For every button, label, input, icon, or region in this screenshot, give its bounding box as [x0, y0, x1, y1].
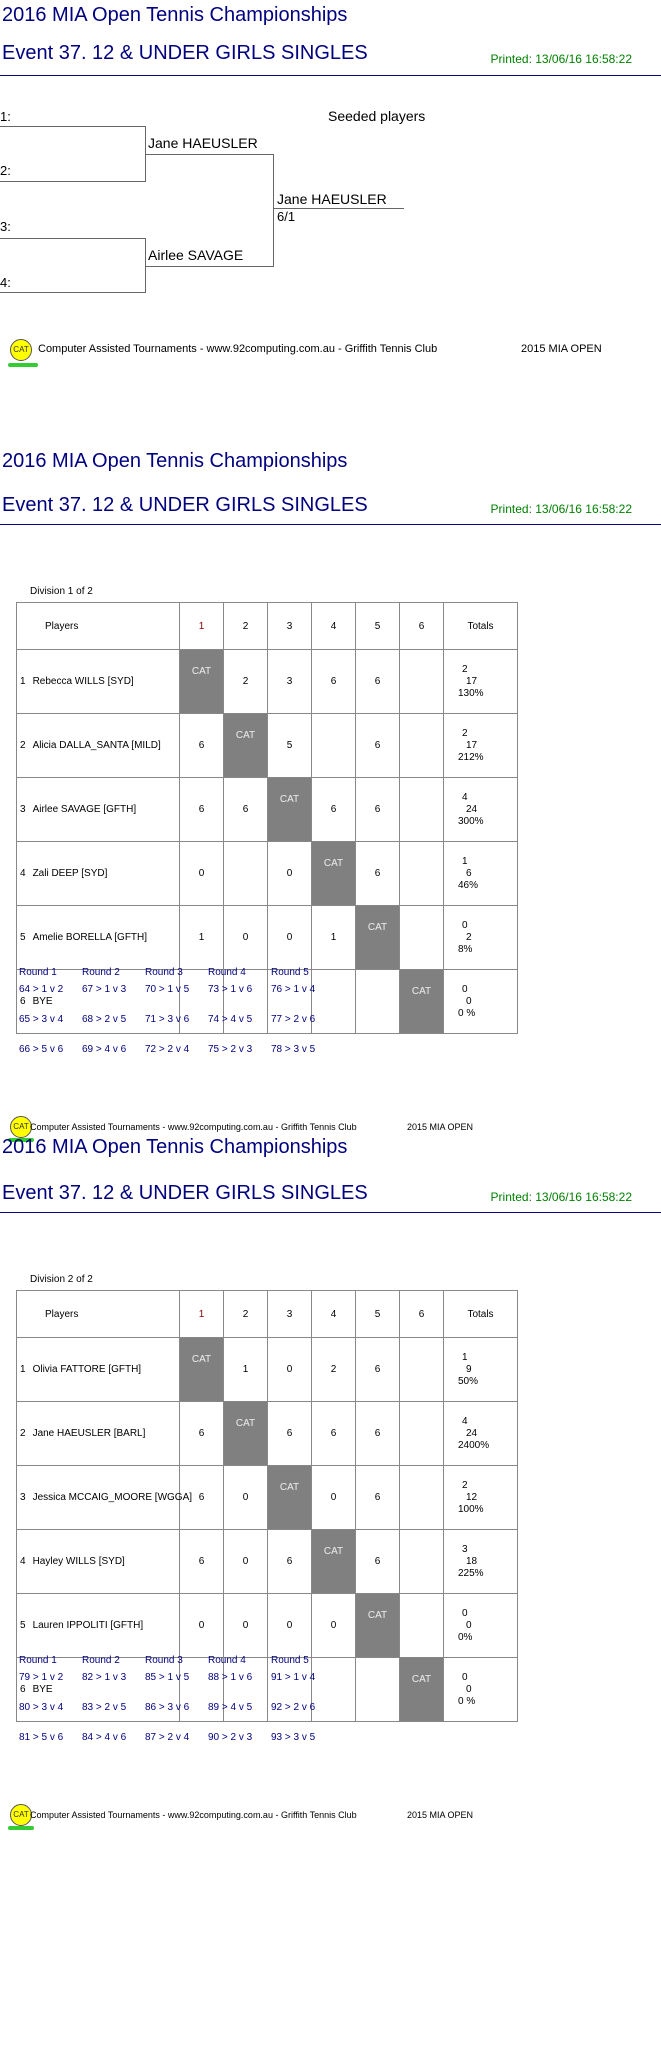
- round-column: [19, 1655, 79, 1762]
- table-row: [17, 650, 518, 714]
- column-header: 2: [224, 1291, 268, 1338]
- score-cell: [356, 970, 400, 1034]
- score-cell: [400, 1594, 444, 1658]
- column-header: 3: [268, 603, 312, 650]
- score-cell: [400, 906, 444, 970]
- totals-cell: [444, 970, 518, 1034]
- round1-winner-2: Airlee SAVAGE: [148, 247, 244, 263]
- totals-cell: [444, 1658, 518, 1722]
- table-row: [17, 778, 518, 842]
- printed-timestamp: Printed: 13/06/16 16:58:22: [490, 1190, 632, 1204]
- player-number: 1: [20, 676, 26, 687]
- self-match-cell: CAT: [268, 1466, 312, 1530]
- division-2-section: [0, 1128, 661, 1828]
- score-cell: 0: [268, 1594, 312, 1658]
- round-column: [271, 967, 331, 1074]
- score-cell: [400, 842, 444, 906]
- player-name: Hayley WILLS [SYD]: [32, 1556, 125, 1567]
- self-match-cell: CAT: [180, 650, 224, 714]
- player-number: 3: [20, 1492, 26, 1503]
- draw-line: [0, 126, 145, 127]
- player-name-cell: [17, 1402, 180, 1466]
- footer-text: Computer Assisted Tournaments - www.92computing.com.au - Griffith Tennis Club: [30, 1810, 357, 1820]
- player-name: Amelie BORELLA [GFTH]: [32, 932, 148, 943]
- score-cell: [312, 714, 356, 778]
- player-number: 4: [20, 868, 26, 879]
- scheduled-match: 85 > 1 v 5: [145, 1672, 190, 1683]
- score-cell: 6: [180, 1466, 224, 1530]
- cat-logo-icon: CAT: [10, 339, 32, 361]
- totals-cell: [444, 1530, 518, 1594]
- score-cell: 1: [312, 906, 356, 970]
- scheduled-match: 64 > 1 v 2: [19, 984, 64, 995]
- round-column: [145, 967, 205, 1074]
- column-header: 5: [356, 603, 400, 650]
- score-cell: 0: [224, 1466, 268, 1530]
- scheduled-match: 93 > 3 v 5: [271, 1732, 316, 1743]
- score-cell: 5: [268, 714, 312, 778]
- column-header: 4: [312, 1291, 356, 1338]
- score-cell: 6: [180, 1530, 224, 1594]
- round-label: Round 1: [19, 967, 57, 978]
- player-name-cell: [17, 1530, 180, 1594]
- totals-cell: [444, 842, 518, 906]
- score-cell: 0: [268, 842, 312, 906]
- footer-text: Computer Assisted Tournaments - www.92computing.com.au - Griffith Tennis Club: [38, 343, 438, 355]
- round-label: Round 3: [145, 967, 183, 978]
- final-score: 6/1: [277, 209, 296, 224]
- totals-games-won: 2: [466, 931, 472, 943]
- score-cell: 6: [312, 778, 356, 842]
- totals-cell: [444, 1338, 518, 1402]
- totals-percentage: 0 %: [458, 1007, 476, 1019]
- player-name: Jane HAEUSLER [BARL]: [32, 1428, 146, 1439]
- scheduled-match: 80 > 3 v 4: [19, 1702, 64, 1713]
- event-title: Event 37. 12 & UNDER GIRLS SINGLES: [2, 42, 368, 64]
- draw-line: [146, 154, 274, 155]
- self-match-cell: CAT: [312, 842, 356, 906]
- players-header: Players: [17, 603, 180, 650]
- player-name: Alicia DALLA_SANTA [MILD]: [32, 740, 161, 751]
- player-number: 5: [20, 1620, 26, 1631]
- totals-games-won: 24: [466, 1427, 478, 1439]
- column-header: 1: [180, 603, 224, 650]
- table-header-row: [17, 603, 518, 650]
- score-cell: [400, 1402, 444, 1466]
- totals-percentage: 0 %: [458, 1695, 476, 1707]
- score-cell: 6: [268, 1402, 312, 1466]
- self-match-cell: CAT: [312, 1530, 356, 1594]
- printed-timestamp: Printed: 13/06/16 16:58:22: [490, 52, 632, 66]
- score-cell: 6: [180, 714, 224, 778]
- score-cell: 6: [356, 778, 400, 842]
- self-match-cell: CAT: [356, 1594, 400, 1658]
- round-label: Round 1: [19, 1655, 57, 1666]
- player-name: BYE: [32, 1684, 53, 1695]
- player-name-cell: [17, 1466, 193, 1530]
- footer-event-name: 2015 MIA OPEN: [407, 1810, 474, 1820]
- event-title: Event 37. 12 & UNDER GIRLS SINGLES: [2, 494, 368, 516]
- totals-games-won: 17: [466, 739, 478, 751]
- player-number: 5: [20, 932, 26, 943]
- totals-games-won: 17: [466, 675, 478, 687]
- score-cell: 6: [268, 1530, 312, 1594]
- event-title: Event 37. 12 & UNDER GIRLS SINGLES: [2, 1182, 368, 1204]
- match-schedule: [19, 967, 349, 1067]
- score-cell: [400, 1466, 444, 1530]
- round-column: [82, 967, 142, 1074]
- scheduled-match: 76 > 1 v 4: [271, 984, 316, 995]
- scheduled-match: 84 > 4 v 6: [82, 1732, 127, 1743]
- totals-matches-won: 2: [462, 727, 468, 739]
- column-header: 3: [268, 1291, 312, 1338]
- player-name: Airlee SAVAGE [GFTH]: [32, 804, 137, 815]
- score-cell: 6: [180, 778, 224, 842]
- draw-section: [0, 0, 661, 380]
- totals-games-won: 12: [466, 1491, 478, 1503]
- player-name-cell: [17, 906, 180, 970]
- totals-games-won: 0: [466, 995, 472, 1007]
- totals-matches-won: 4: [462, 1415, 468, 1427]
- score-cell: 6: [356, 714, 400, 778]
- score-cell: [400, 650, 444, 714]
- division-1-section: [0, 440, 661, 1140]
- totals-games-won: 24: [466, 803, 478, 815]
- seeded-players-label: Seeded players: [328, 108, 426, 124]
- totals-games-won: 0: [466, 1683, 472, 1695]
- score-cell: 6: [356, 1530, 400, 1594]
- score-cell: 6: [356, 1466, 400, 1530]
- self-match-cell: CAT: [400, 970, 444, 1034]
- totals-cell: [444, 650, 518, 714]
- scheduled-match: 90 > 2 v 3: [208, 1732, 253, 1743]
- tournament-title: 2016 MIA Open Tennis Championships: [2, 1136, 348, 1158]
- round-column: [82, 1655, 142, 1762]
- self-match-cell: CAT: [180, 1338, 224, 1402]
- scheduled-match: 73 > 1 v 6: [208, 984, 253, 995]
- totals-matches-won: 2: [462, 1479, 468, 1491]
- scheduled-match: 75 > 2 v 3: [208, 1044, 253, 1055]
- score-cell: 0: [180, 842, 224, 906]
- printed-timestamp: Printed: 13/06/16 16:58:22: [490, 502, 632, 516]
- table-row: [17, 1466, 518, 1530]
- scheduled-match: 78 > 3 v 5: [271, 1044, 316, 1055]
- round-label: Round 4: [208, 1655, 246, 1666]
- draw-line: [0, 292, 145, 293]
- self-match-cell: CAT: [268, 778, 312, 842]
- player-number: 2: [20, 740, 26, 751]
- score-cell: 2: [312, 1338, 356, 1402]
- scheduled-match: 65 > 3 v 4: [19, 1014, 64, 1025]
- totals-matches-won: 0: [462, 983, 468, 995]
- division-label: Division 2 of 2: [30, 1274, 93, 1285]
- scheduled-match: 82 > 1 v 3: [82, 1672, 127, 1683]
- scheduled-match: 86 > 3 v 6: [145, 1702, 190, 1713]
- draw-line: [0, 238, 145, 239]
- round-column: [208, 1655, 268, 1762]
- player-name: Rebecca WILLS [SYD]: [32, 676, 134, 687]
- final-winner: Jane HAEUSLER: [277, 191, 387, 207]
- cat-logo-icon: CAT: [10, 1116, 32, 1138]
- players-header: Players: [17, 1291, 180, 1338]
- score-cell: 1: [224, 1338, 268, 1402]
- player-number: 1: [20, 1364, 26, 1375]
- totals-cell: [444, 714, 518, 778]
- player-name: Jessica MCCAIG_MOORE [WGGA]: [32, 1492, 193, 1503]
- scheduled-match: 87 > 2 v 4: [145, 1732, 190, 1743]
- totals-games-won: 18: [466, 1555, 478, 1567]
- score-cell: 6: [312, 1402, 356, 1466]
- score-cell: [356, 1658, 400, 1722]
- score-cell: 0: [180, 1594, 224, 1658]
- totals-matches-won: 3: [462, 1543, 468, 1555]
- table-row: [17, 1402, 518, 1466]
- totals-matches-won: 0: [462, 1671, 468, 1683]
- footer-event-name: 2015 MIA OPEN: [521, 343, 602, 355]
- cat-logo-underline: [8, 1826, 34, 1830]
- table-row: [17, 1530, 518, 1594]
- totals-matches-won: 1: [462, 855, 468, 867]
- table-header-row: [17, 1291, 518, 1338]
- score-cell: 0: [224, 1530, 268, 1594]
- round-column: [271, 1655, 331, 1762]
- totals-matches-won: 0: [462, 919, 468, 931]
- table-row: [17, 1338, 518, 1402]
- round-label: Round 2: [82, 967, 120, 978]
- totals-percentage: 2400%: [458, 1439, 490, 1451]
- tournament-title: 2016 MIA Open Tennis Championships: [2, 4, 348, 26]
- score-cell: [400, 1530, 444, 1594]
- totals-cell: [444, 1594, 518, 1658]
- round1-winner-1: Jane HAEUSLER: [148, 135, 258, 151]
- score-cell: 6: [312, 650, 356, 714]
- match-schedule: [19, 1655, 349, 1755]
- round-column: [145, 1655, 205, 1762]
- cat-logo-icon: CAT: [10, 1804, 32, 1826]
- score-cell: [400, 1338, 444, 1402]
- score-cell: 0: [312, 1466, 356, 1530]
- round-label: Round 5: [271, 967, 309, 978]
- totals-percentage: 130%: [458, 687, 484, 699]
- scheduled-match: 89 > 4 v 5: [208, 1702, 253, 1713]
- score-cell: 0: [268, 1338, 312, 1402]
- scheduled-match: 74 > 4 v 5: [208, 1014, 253, 1025]
- draw-slot-1: 1:: [0, 109, 11, 124]
- table-row: [17, 1594, 518, 1658]
- scheduled-match: 67 > 1 v 3: [82, 984, 127, 995]
- column-header: 6: [400, 1291, 444, 1338]
- tournament-title: 2016 MIA Open Tennis Championships: [2, 450, 348, 472]
- player-name-cell: [17, 650, 180, 714]
- totals-games-won: 9: [466, 1363, 472, 1375]
- scheduled-match: 88 > 1 v 6: [208, 1672, 253, 1683]
- scheduled-match: 69 > 4 v 6: [82, 1044, 127, 1055]
- player-number: 2: [20, 1428, 26, 1439]
- self-match-cell: CAT: [224, 1402, 268, 1466]
- score-cell: 6: [356, 1338, 400, 1402]
- totals-percentage: 8%: [458, 943, 473, 955]
- totals-percentage: 0%: [458, 1631, 473, 1643]
- draw-line: [273, 154, 274, 267]
- player-name-cell: [17, 714, 180, 778]
- scheduled-match: 72 > 2 v 4: [145, 1044, 190, 1055]
- score-cell: 6: [356, 650, 400, 714]
- footer-event-name: 2015 MIA OPEN: [407, 1122, 474, 1132]
- score-cell: [400, 714, 444, 778]
- self-match-cell: CAT: [356, 906, 400, 970]
- column-header: 1: [180, 1291, 224, 1338]
- totals-percentage: 100%: [458, 1503, 484, 1515]
- player-number: 6: [20, 1684, 26, 1695]
- score-cell: 2: [224, 650, 268, 714]
- column-header: 4: [312, 603, 356, 650]
- header-rule: [0, 1212, 661, 1213]
- round-label: Round 5: [271, 1655, 309, 1666]
- scheduled-match: 81 > 5 v 6: [19, 1732, 64, 1743]
- column-header: 5: [356, 1291, 400, 1338]
- cat-logo-underline: [8, 363, 38, 367]
- round-label: Round 2: [82, 1655, 120, 1666]
- round-column: [19, 967, 79, 1074]
- draw-line: [146, 266, 274, 267]
- player-name-cell: [17, 1338, 180, 1402]
- player-name-cell: [17, 778, 180, 842]
- totals-games-won: 0: [466, 1619, 472, 1631]
- table-row: [17, 906, 518, 970]
- totals-cell: [444, 1466, 518, 1530]
- score-cell: 0: [224, 906, 268, 970]
- totals-percentage: 46%: [458, 879, 479, 891]
- score-cell: 0: [312, 1594, 356, 1658]
- totals-percentage: 212%: [458, 751, 484, 763]
- scheduled-match: 68 > 2 v 5: [82, 1014, 127, 1025]
- score-cell: 6: [356, 1402, 400, 1466]
- draw-slot-3: 3:: [0, 219, 11, 234]
- player-name: BYE: [32, 996, 53, 1007]
- totals-games-won: 6: [466, 867, 472, 879]
- score-cell: 1: [180, 906, 224, 970]
- totals-matches-won: 1: [462, 1351, 468, 1363]
- round-column: [208, 967, 268, 1074]
- player-number: 6: [20, 996, 26, 1007]
- scheduled-match: 79 > 1 v 2: [19, 1672, 64, 1683]
- column-header: 2: [224, 603, 268, 650]
- header-rule: [0, 524, 661, 525]
- scheduled-match: 77 > 2 v 6: [271, 1014, 316, 1025]
- table-row: [17, 842, 518, 906]
- self-match-cell: CAT: [400, 1658, 444, 1722]
- totals-cell: [444, 1402, 518, 1466]
- footer-text: Computer Assisted Tournaments - www.92computing.com.au - Griffith Tennis Club: [30, 1122, 357, 1132]
- scheduled-match: 66 > 5 v 6: [19, 1044, 64, 1055]
- scheduled-match: 91 > 1 v 4: [271, 1672, 316, 1683]
- totals-percentage: 225%: [458, 1567, 484, 1579]
- draw-slot-4: 4:: [0, 275, 11, 290]
- division-label: Division 1 of 2: [30, 586, 93, 597]
- totals-percentage: 300%: [458, 815, 484, 827]
- player-name: Olivia FATTORE [GFTH]: [32, 1364, 142, 1375]
- player-name: Zali DEEP [SYD]: [32, 868, 108, 879]
- totals-header: Totals: [444, 603, 518, 650]
- player-name-cell: [17, 842, 180, 906]
- totals-cell: [444, 906, 518, 970]
- scheduled-match: 70 > 1 v 5: [145, 984, 190, 995]
- draw-slot-2: 2:: [0, 163, 11, 178]
- score-cell: [400, 778, 444, 842]
- self-match-cell: CAT: [224, 714, 268, 778]
- table-row: [17, 714, 518, 778]
- scheduled-match: 71 > 3 v 6: [145, 1014, 190, 1025]
- scheduled-match: 83 > 2 v 5: [82, 1702, 127, 1713]
- player-name-cell: [17, 1594, 180, 1658]
- player-name: Lauren IPPOLITI [GFTH]: [32, 1620, 144, 1631]
- header-rule: [0, 75, 661, 76]
- column-header: 6: [400, 603, 444, 650]
- totals-matches-won: 4: [462, 791, 468, 803]
- round-label: Round 4: [208, 967, 246, 978]
- totals-cell: [444, 778, 518, 842]
- player-number: 4: [20, 1556, 26, 1567]
- totals-matches-won: 0: [462, 1607, 468, 1619]
- score-cell: 6: [356, 842, 400, 906]
- player-number: 3: [20, 804, 26, 815]
- scheduled-match: 92 > 2 v 6: [271, 1702, 316, 1713]
- score-cell: [224, 842, 268, 906]
- totals-header: Totals: [444, 1291, 518, 1338]
- round-label: Round 3: [145, 1655, 183, 1666]
- score-cell: 3: [268, 650, 312, 714]
- draw-line: [0, 181, 145, 182]
- totals-percentage: 50%: [458, 1375, 479, 1387]
- score-cell: 6: [180, 1402, 224, 1466]
- score-cell: 6: [224, 778, 268, 842]
- score-cell: 0: [224, 1594, 268, 1658]
- totals-matches-won: 2: [462, 663, 468, 675]
- score-cell: 0: [268, 906, 312, 970]
